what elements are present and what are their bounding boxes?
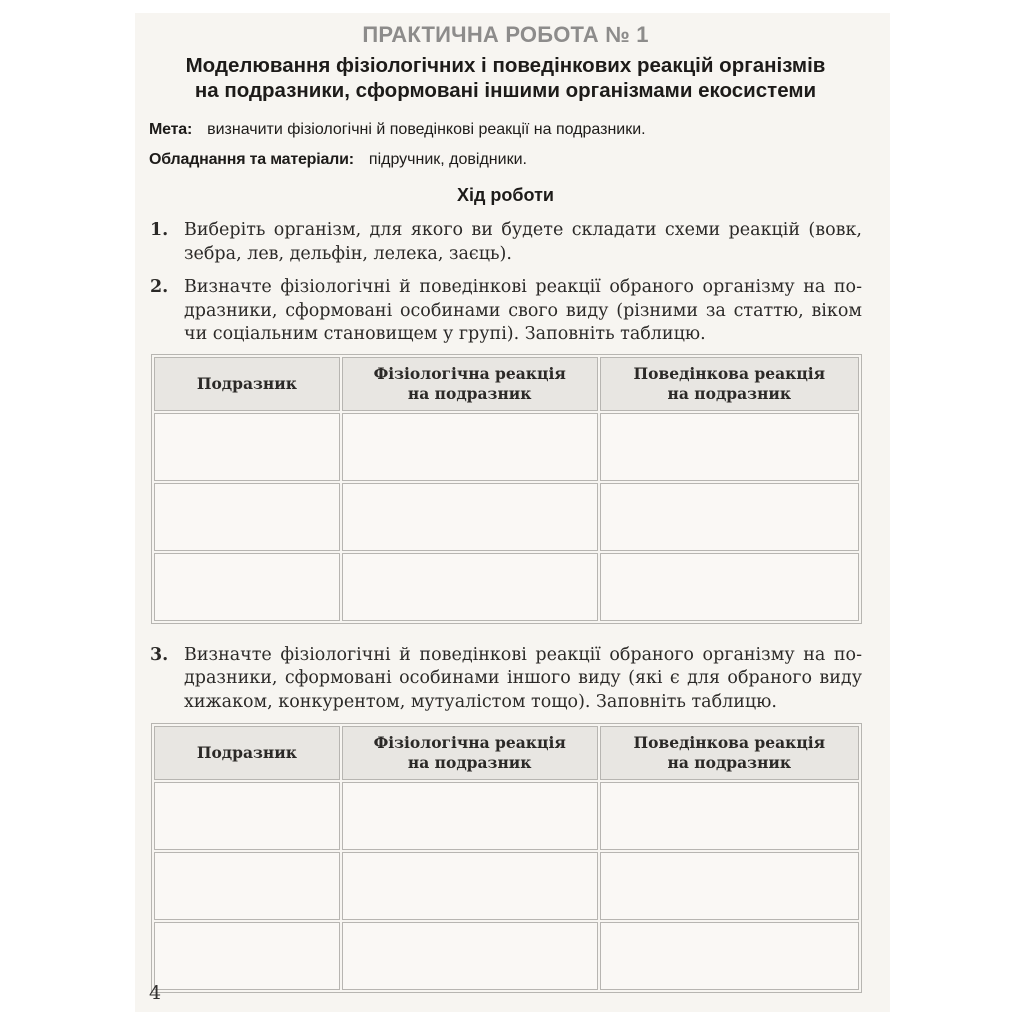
equipment-label: Обладнання та матеріали: [149, 151, 354, 168]
empty-cell [154, 782, 340, 850]
empty-cell [600, 483, 859, 551]
empty-cell [154, 553, 340, 621]
subtitle-line-2: на подразники, сформовані іншими організмами екосистеми [194, 79, 817, 102]
table-2-header-stimulus: Подразник [154, 726, 340, 780]
step-3-line-3: хижаком, конкурентом, мутуалістом тощо). Заповніть таблицю. [184, 691, 777, 712]
worksheet-page [135, 13, 890, 1012]
table-1-header-stimulus: Подразник [154, 357, 340, 411]
empty-cell [342, 852, 598, 920]
step-2-number: 2. [150, 277, 169, 297]
empty-cell [342, 922, 598, 990]
empty-cell [342, 483, 598, 551]
step-2-line-2: дразники, сформовані особинами свого виду (різними за статтю, віком [184, 300, 862, 321]
page-title: ПРАКТИЧНА РОБОТА № 1 [362, 22, 649, 47]
reaction-table-other-species [151, 723, 862, 993]
table-1-header-row [154, 357, 859, 411]
step-1-line-1: Виберіть організм, для якого ви будете складати схеми реакцій (вовк, [184, 220, 862, 240]
reaction-table-own-species [151, 354, 862, 624]
step-3-line-2: дразники, сформовані особинами іншого виду (які є для обраного виду [184, 668, 862, 688]
empty-cell [600, 413, 859, 481]
equipment-row [149, 150, 862, 170]
table-2-header-physiological-reaction: Фізіологічна реакція на подразник [342, 726, 598, 780]
step-2 [149, 276, 862, 347]
empty-cell [342, 553, 598, 621]
step-1-line-2: зебра, лев, дельфін, лелека, заєць). [184, 243, 512, 264]
goal-label: Мета: [149, 121, 193, 138]
table-row [154, 483, 859, 551]
table-row [154, 413, 859, 481]
worksheet-subtitle [149, 53, 862, 103]
step-2-line-1: Визначте фізіологічні й поведінкові реакції обраного організму на по- [184, 277, 862, 297]
page-number: 4 [149, 982, 162, 1004]
subtitle-line-1: Моделювання фізіологічних і поведінкових реакцій організмів [185, 54, 826, 77]
step-3-line-1: Визначте фізіологічні й поведінкові реакції обраного організму на по- [184, 644, 862, 665]
table-1-header-behavioral-reaction: Поведінкова реакція на подразник [600, 357, 859, 411]
step-1 [149, 219, 862, 266]
empty-cell [342, 413, 598, 481]
empty-cell [600, 782, 859, 850]
goal-value: визначити фізіологічні й поведінкові реакції на подразники. [207, 121, 646, 138]
page-content [149, 13, 862, 993]
table-row [154, 852, 859, 920]
empty-cell [154, 852, 340, 920]
empty-cell [154, 922, 340, 990]
goal-row [149, 120, 862, 140]
table-row [154, 553, 859, 621]
table-1-header-physiological-reaction: Фізіологічна реакція на подразник [342, 357, 598, 411]
empty-cell [342, 782, 598, 850]
step-3-number: 3. [150, 644, 169, 665]
equipment-value: підручник, довідники. [368, 151, 527, 168]
procedure-heading: Хід роботи [457, 185, 554, 205]
empty-cell [154, 483, 340, 551]
step-2-line-3: чи соціальним становищем у групі). Заповніть таблицю. [184, 324, 706, 344]
table-2-header-row [154, 726, 859, 780]
table-2-header-behavioral-reaction: Поведінкова реакція на подразник [600, 726, 859, 780]
step-3 [149, 644, 862, 715]
table-row [154, 782, 859, 850]
empty-cell [600, 852, 859, 920]
empty-cell [600, 553, 859, 621]
table-row [154, 922, 859, 990]
empty-cell [154, 413, 340, 481]
step-1-number: 1. [150, 220, 169, 240]
empty-cell [600, 922, 859, 990]
